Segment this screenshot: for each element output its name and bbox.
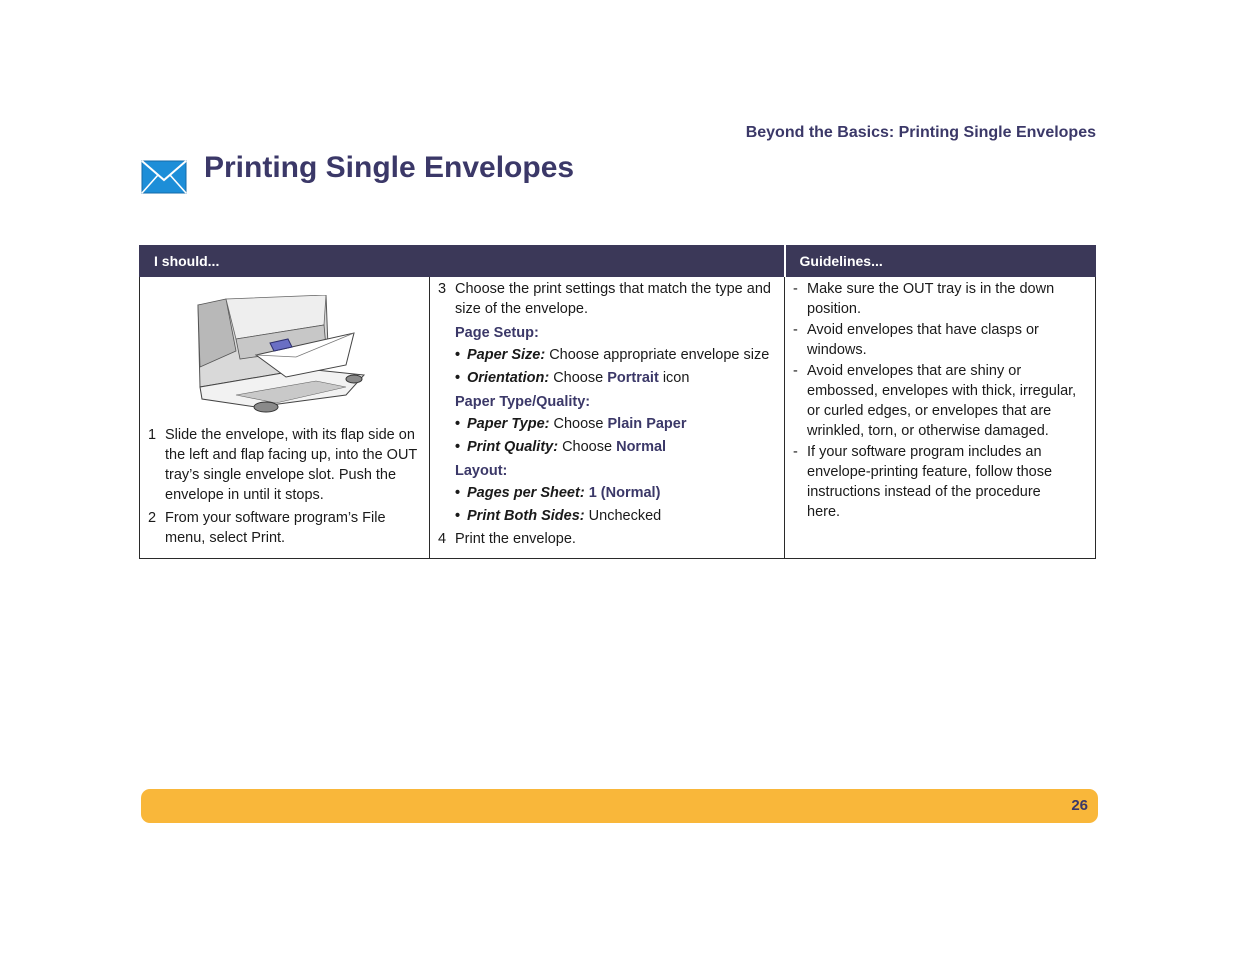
guideline-item: [793, 279, 1077, 319]
dash-bullet-icon: -: [793, 363, 798, 379]
paper-type-quality-heading: Paper Type/Quality:: [455, 394, 591, 410]
step-number: 3: [438, 281, 447, 297]
bullet-icon: •: [455, 416, 461, 432]
guideline-text: If your software program includes an envelope-printing feature, follow those instructions instead of the procedure here.: [807, 444, 1053, 520]
setting-value: Choose appropriate envelope size: [549, 347, 770, 363]
setting-paper-size: [455, 345, 774, 365]
step-text: Choose the print settings that match the type and size of the envelope.: [455, 281, 771, 317]
setting-text: Choose: [562, 439, 613, 455]
page-setup-heading: Page Setup:: [455, 325, 539, 341]
step-text: Print the envelope.: [455, 531, 576, 547]
footer-bar: [141, 789, 1098, 823]
bullet-icon: •: [455, 485, 461, 501]
setting-label: Print Quality:: [467, 439, 559, 455]
guideline-text: Make sure the OUT tray is in the down position.: [807, 281, 1055, 317]
step-number: 1: [148, 427, 157, 443]
setting-print-quality: [455, 437, 774, 457]
dash-bullet-icon: -: [793, 322, 798, 338]
bullet-icon: •: [455, 347, 461, 363]
step-2: [148, 508, 419, 548]
guideline-text: Avoid envelopes that have clasps or windows.: [807, 322, 1039, 358]
guideline-item: [793, 442, 1077, 522]
setting-label: Orientation:: [467, 370, 550, 386]
step-text: From your software program’s File menu, select Print.: [165, 510, 386, 546]
bullet-icon: •: [455, 508, 461, 524]
dash-bullet-icon: -: [793, 281, 798, 297]
bullet-icon: •: [455, 439, 461, 455]
step-4: [438, 529, 774, 549]
setting-value: Normal: [616, 439, 667, 455]
guideline-item: [793, 320, 1077, 360]
setting-pages-per-sheet: [455, 483, 774, 503]
guidelines-cell: [785, 277, 1096, 559]
guideline-item: [793, 361, 1077, 441]
setting-text: icon: [662, 370, 690, 386]
page-title: Printing Single Envelopes: [204, 151, 575, 184]
step-text: Slide the envelope, with its flap side on the left and flap facing up, into the OUT tray’s single envelope slot. Push the envelope in until it stops.: [165, 427, 418, 503]
step-1: [148, 425, 419, 505]
envelope-icon: [141, 160, 187, 194]
bullet-icon: •: [455, 370, 461, 386]
setting-value: Plain Paper: [607, 416, 687, 432]
setting-text: Choose: [553, 416, 604, 432]
setting-value: 1 (Normal): [588, 485, 661, 501]
guideline-text: Avoid envelopes that are shiny or embossed, envelopes with thick, irregular, or curled edges, or envelopes that are wrinkled, torn, or otherwise damaged.: [807, 363, 1077, 439]
printer-envelope-illustration: [196, 295, 366, 415]
step-number: 2: [148, 510, 157, 526]
setting-label: Paper Size:: [467, 347, 546, 363]
setting-label: Paper Type:: [467, 416, 550, 432]
instructions-table: [139, 245, 1096, 559]
dash-bullet-icon: -: [793, 444, 798, 460]
setting-orientation: [455, 368, 774, 388]
setting-value: Portrait: [607, 370, 659, 386]
setting-label: Pages per Sheet:: [467, 485, 585, 501]
setting-value: Unchecked: [588, 508, 662, 524]
layout-heading: Layout:: [455, 463, 508, 479]
setting-text: Choose: [553, 370, 604, 386]
running-head: Beyond the Basics: Printing Single Envelopes: [745, 124, 1096, 141]
column-header-guidelines: Guidelines...: [785, 246, 1096, 277]
setting-print-both-sides: [455, 506, 774, 526]
left-steps-cell: [140, 277, 430, 559]
middle-steps-cell: [430, 277, 785, 559]
step-3: [438, 279, 774, 319]
setting-paper-type: [455, 414, 774, 434]
setting-label: Print Both Sides:: [467, 508, 585, 524]
page-number: 26: [1071, 797, 1088, 814]
column-header-i-should: I should...: [140, 246, 785, 277]
step-number: 4: [438, 531, 447, 547]
